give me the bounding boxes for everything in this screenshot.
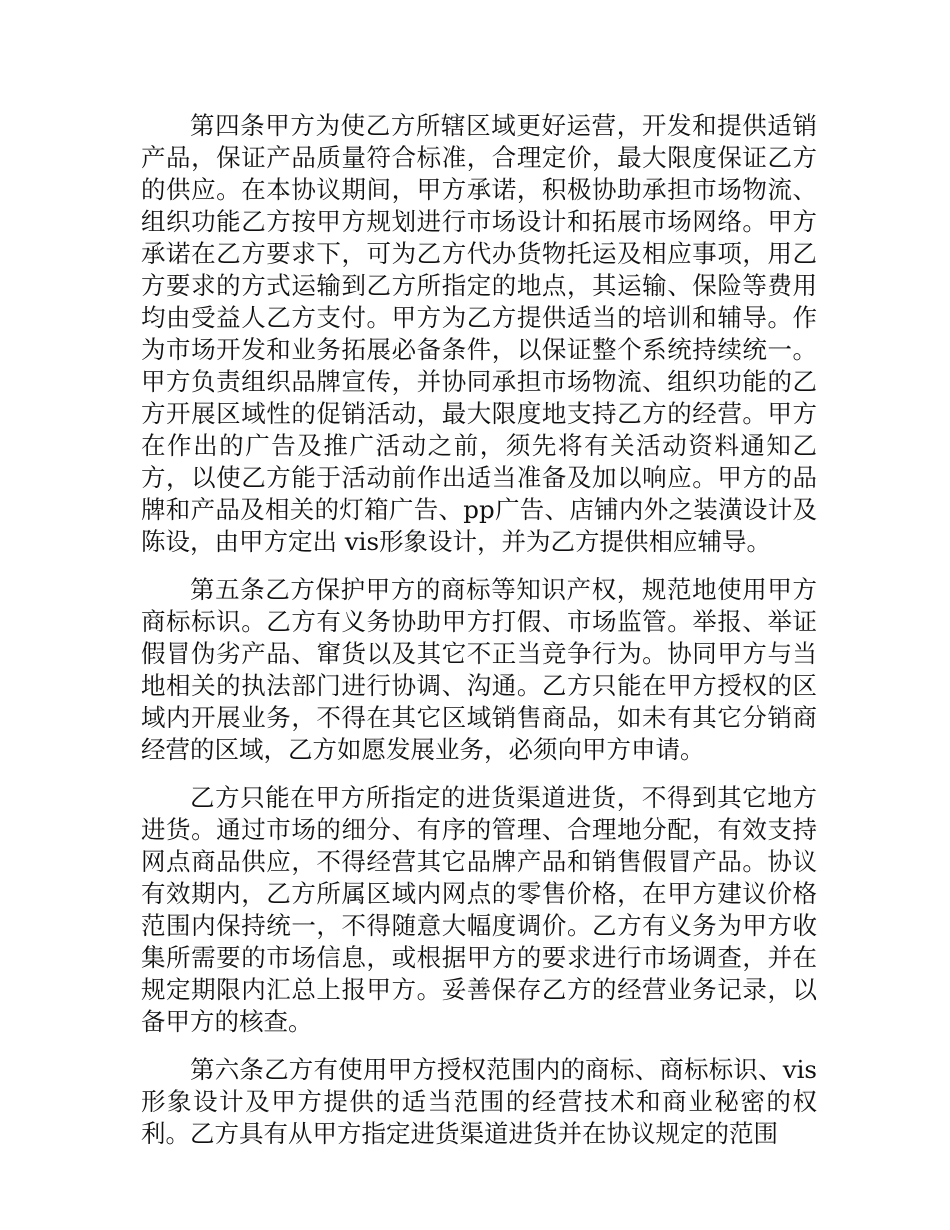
paragraph-article-5: 第五条乙方保护甲方的商标等知识产权，规范地使用甲方商标标识。乙方有义务协助甲方打假、市场监管。举报、举证假冒伪劣产品、窜货以及其它不正当竞争行为。协同甲方与当地相关的执法部门进行协调、沟通。乙方只能在甲方授权的区域内开展业务，不得在其它区域销售商品，如未有其它分销商经营的区域，乙方如愿发展业务，必须向甲方申请。 xyxy=(141,575,817,764)
paragraph-purchase-channel: 乙方只能在甲方所指定的进货渠道进货，不得到其它地方进货。通过市场的细分、有序的管理、合理地分配，有效支持网点商品供应，不得经营其它品牌产品和销售假冒产品。协议有效期内，乙方所属区域内网点的零售价格，在甲方建议价格范围内保持统一，不得随意大幅度调价。乙方有义务为甲方收集所需要的市场信息，或根据甲方的要求进行市场调查，并在规定期限内汇总上报甲方。妥善保存乙方的经营业务记录，以备甲方的核查。 xyxy=(141,783,817,1036)
paragraph-article-6: 第六条乙方有使用甲方授权范围内的商标、商标标识、vis形象设计及甲方提供的适当范围的经营技术和商业秘密的权利。乙方具有从甲方指定进货渠道进货并在协议规定的范围 xyxy=(141,1055,817,1148)
paragraph-article-4: 第四条甲方为使乙方所辖区域更好运营，开发和提供适销产品，保证产品质量符合标准，合理定价，最大限度保证乙方的供应。在本协议期间，甲方承诺，积极协助承担市场物流、组织功能乙方按甲方规划进行市场设计和拓展市场网络。甲方承诺在乙方要求下，可为乙方代办货物托运及相应事项，用乙方要求的方式运输到乙方所指定的地点，其运输、保险等费用均由受益人乙方支付。甲方为乙方提供适当的培训和辅导。作为市场开发和业务拓展必备条件，以保证整个系统持续统一。甲方负责组织品牌宣传，并协同承担市场物流、组织功能的乙方开展区域性的促销活动，最大限度地支持乙方的经营。甲方在作出的广告及推广活动之前，须先将有关活动资料通知乙方，以使乙方能于活动前作出适当准备及加以响应。甲方的品牌和产品及相关的灯箱广告、pp广告、店铺内外之装潢设计及陈设，由甲方定出 vis形象设计，并为乙方提供相应辅导。 xyxy=(141,111,817,556)
document-body xyxy=(141,110,817,1166)
